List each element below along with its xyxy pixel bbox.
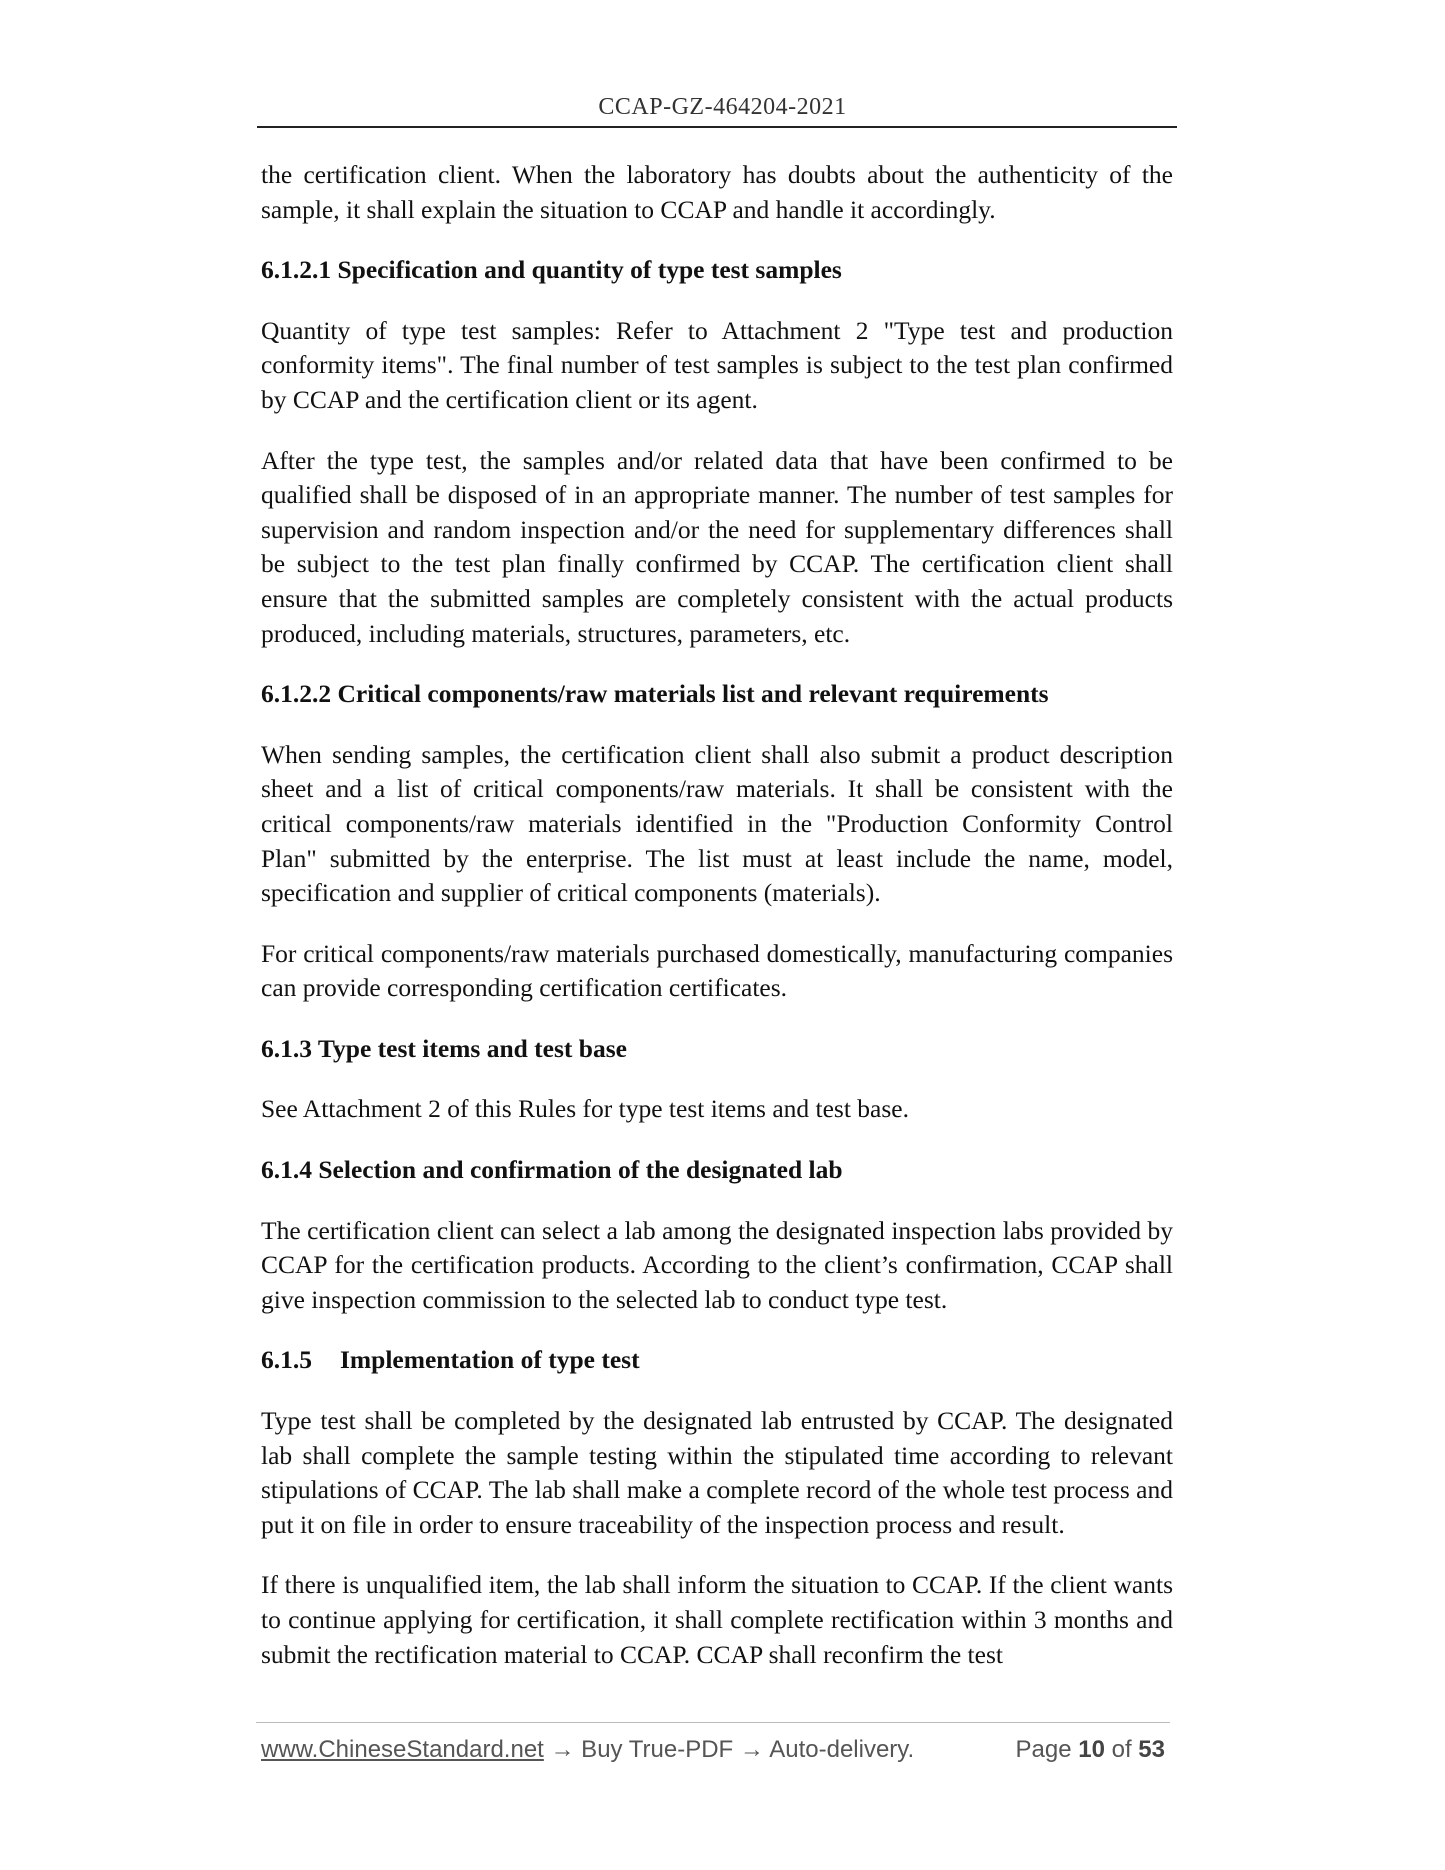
section-heading-6-1-3: 6.1.3 Type test items and test base: [261, 1033, 627, 1063]
paragraph-sample-quantity: Quantity of type test samples: Refer to Attachment 2 "Type test and production conformity items". The final number of test samples is subject to the test plan confirmed by CCAP and the certification client or its agent.: [261, 315, 1173, 414]
paragraph-sample-disposal: After the type test, the samples and/or related data that have been confirmed to be qualified shall be disposed of in an appropriate manner. The number of test samples for supervision and random inspection and/or the need for supplementary differences shall be subject to the test plan finally confirmed by CCAP. The certification client shall ensure that the submitted samples are completely consistent with the actual products produced, including materials, structures, parameters, etc.: [261, 445, 1173, 648]
total-pages: 53: [1138, 1736, 1165, 1763]
paragraph-lab-selection: The certification client can select a lab among the designated inspection labs provided by CCAP for the certification products. According to the client’s confirmation, CCAP shall give inspection commission to the selected lab to conduct type test.: [261, 1215, 1173, 1314]
section-title: Implementation of type test: [340, 1345, 640, 1375]
of-label: of: [1111, 1736, 1132, 1763]
section-heading-6-1-5: [261, 1343, 1173, 1378]
page-number-indicator: [1016, 1736, 1166, 1764]
paragraph-continuation: the certification client. When the laboratory has doubts about the authenticity of the sample, it shall explain the situation to CCAP and handle it accordingly.: [261, 160, 1173, 224]
document-body: [261, 158, 1173, 1698]
section-heading-6-1-2-1: 6.1.2.1 Specification and quantity of type test samples: [261, 255, 842, 285]
footer-promo-text: → Buy True-PDF → Auto-delivery.: [543, 1736, 915, 1763]
section-heading-6-1-4: 6.1.4 Selection and confirmation of the designated lab: [261, 1155, 843, 1185]
current-page-number: 10: [1078, 1736, 1105, 1763]
paragraph-type-test-implementation: Type test shall be completed by the designated lab entrusted by CCAP. The designated lab shall complete the sample testing within the stipulated time according to relevant stipulations of CCAP. The lab shall make a complete record of the whole test process and put it on file in order to ensure traceability of the inspection process and result.: [261, 1406, 1173, 1539]
page-footer: [261, 1736, 1175, 1770]
header-rule: [257, 126, 1177, 128]
paragraph-test-items: See Attachment 2 of this Rules for type test items and test base.: [261, 1094, 909, 1124]
paragraph-unqualified-item: If there is unqualified item, the lab shall inform the situation to CCAP. If the client wants to continue applying for certification, it shall complete rectification within 3 months and submit the rectification material to CCAP. CCAP shall reconfirm the test: [261, 1570, 1173, 1669]
section-heading-6-1-2-2: 6.1.2.2 Critical components/raw materials list and relevant requirements: [261, 679, 1049, 709]
footer-rule: [256, 1722, 1170, 1723]
website-link[interactable]: www.ChineseStandard.net: [261, 1736, 544, 1763]
page-label: Page: [1015, 1736, 1072, 1763]
section-number: 6.1.5: [261, 1345, 312, 1375]
paragraph-critical-components-list: When sending samples, the certification client shall also submit a product description sheet and a list of critical components/raw materials. It shall be consistent with the critical components/raw materials identified in the "Production Conformity Control Plan" submitted by the enterprise. The list must at least include the name, model, specification and supplier of critical components (materials).: [261, 739, 1173, 908]
document-code-header: CCAP-GZ-464204-2021: [598, 94, 847, 120]
paragraph-domestic-components: For critical components/raw materials purchased domestically, manufacturing companies can provide corresponding certification certificates.: [261, 938, 1173, 1003]
